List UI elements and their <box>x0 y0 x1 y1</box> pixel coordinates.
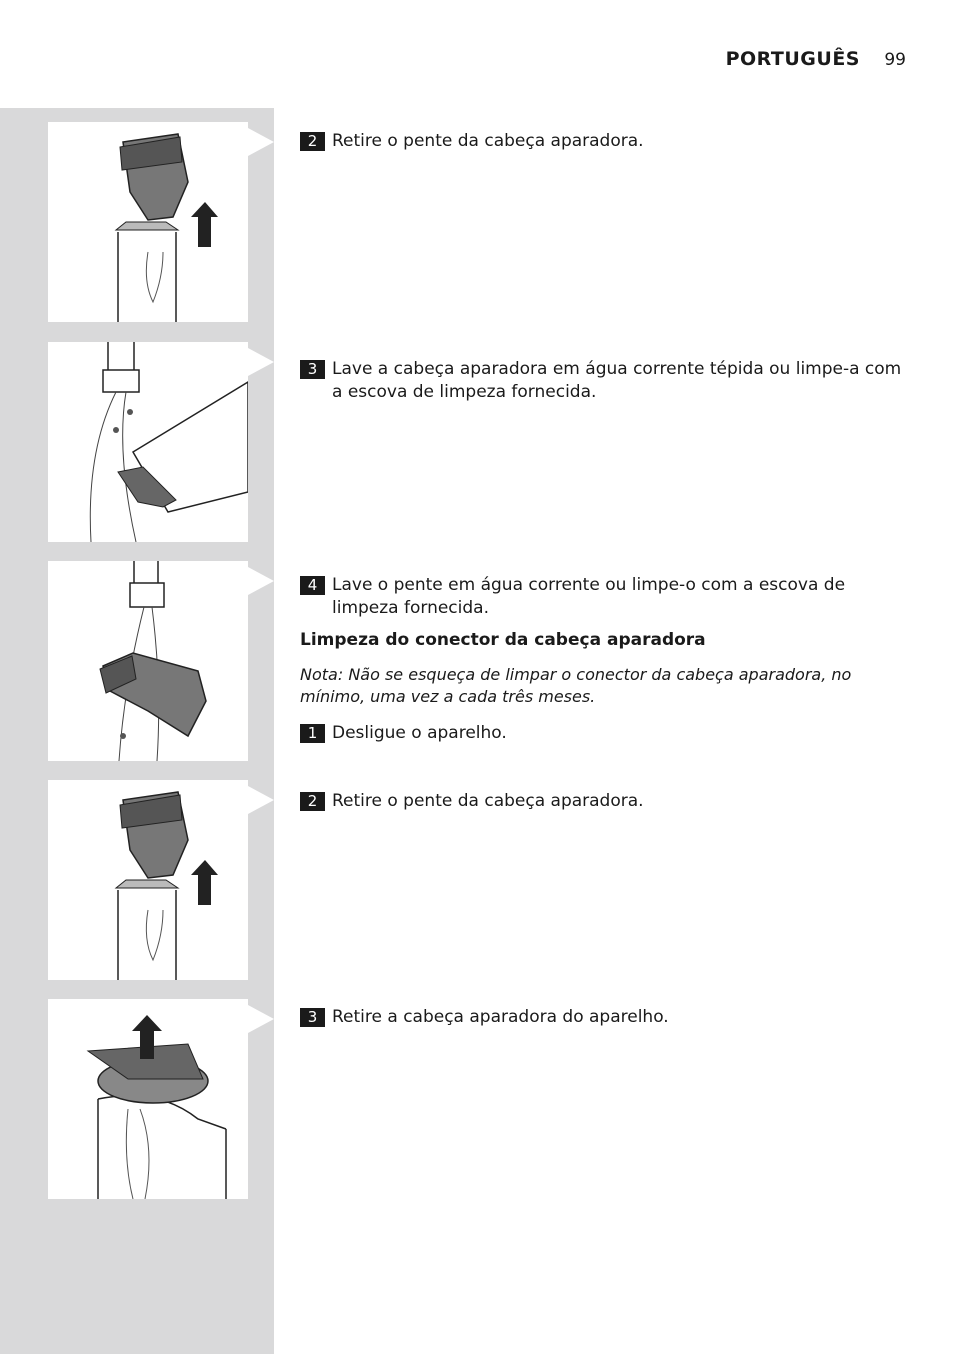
step-number: 3 <box>300 360 325 379</box>
panel-pointer <box>248 128 274 156</box>
panel-pointer <box>248 348 274 376</box>
step-item <box>300 574 910 620</box>
step-text: Retire o pente da cabeça aparadora. <box>332 131 644 151</box>
section-note: Nota: Não se esqueça de limpar o conector da cabeça aparadora, no mínimo, uma vez a cada três meses. <box>300 665 852 706</box>
step-number: 2 <box>300 132 325 151</box>
step-item <box>300 1006 910 1029</box>
page-number: 99 <box>884 50 906 70</box>
panel-pointer <box>248 786 274 814</box>
step-item <box>300 130 910 153</box>
step-text: Retire o pente da cabeça aparadora. <box>332 791 644 811</box>
step-item <box>300 722 910 745</box>
step-item <box>300 358 910 404</box>
step-text: Lave o pente em água corrente ou limpe-o com a escova de limpeza fornecida. <box>332 575 846 618</box>
step-text: Retire a cabeça aparadora do aparelho. <box>332 1007 669 1027</box>
step-number: 3 <box>300 1008 325 1027</box>
illustration-rinse-comb <box>48 561 248 761</box>
step-text: Desligue o aparelho. <box>332 723 507 743</box>
panel-pointer <box>248 567 274 595</box>
illustration-remove-comb-2 <box>48 780 248 980</box>
step-number: 1 <box>300 724 325 743</box>
illustration-rinse-head <box>48 342 248 542</box>
step-item <box>300 790 910 813</box>
language-header: PORTUGUÊS <box>725 48 860 70</box>
illustration-remove-head <box>48 999 248 1199</box>
illustration-remove-comb <box>48 122 248 322</box>
section-heading: Limpeza do conector da cabeça aparadora <box>300 630 706 650</box>
step-number: 2 <box>300 792 325 811</box>
step-number: 4 <box>300 576 325 595</box>
panel-pointer <box>248 1005 274 1033</box>
step-text: Lave a cabeça aparadora em água corrente tépida ou limpe-a com a escova de limpeza fornecida. <box>332 359 902 402</box>
